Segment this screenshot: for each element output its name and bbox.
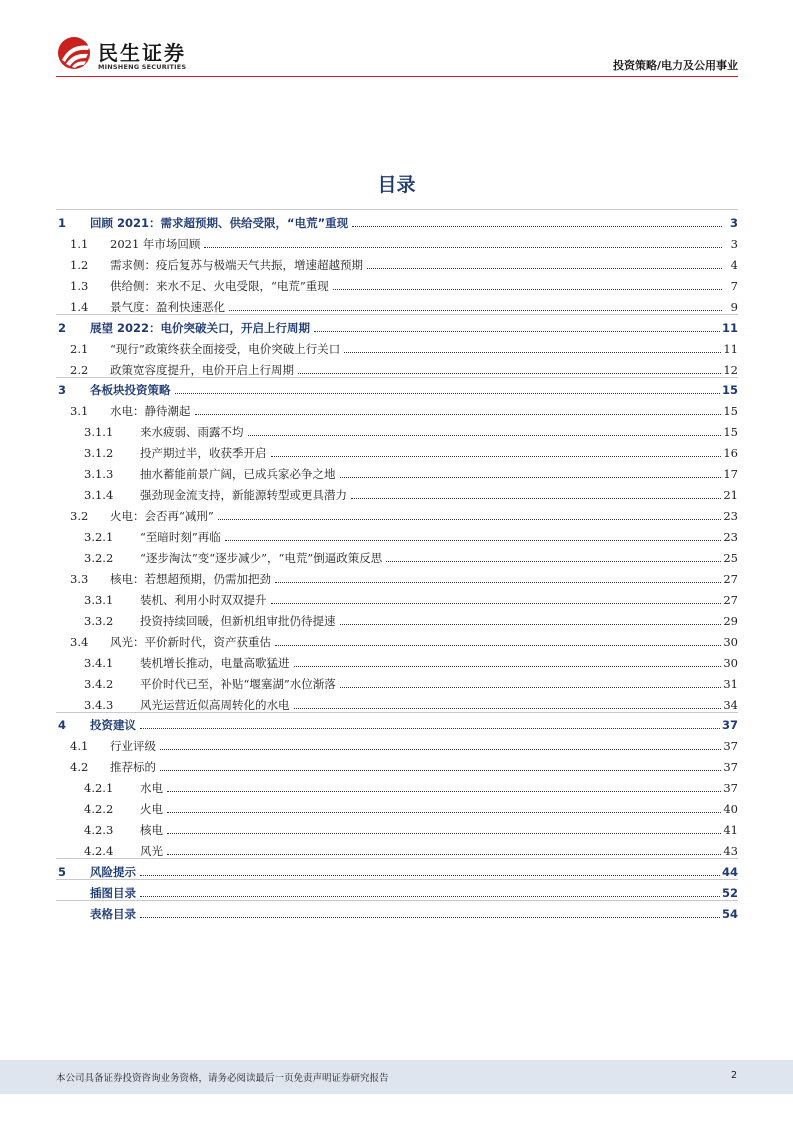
logo-chinese-name: 民生证券 [98, 41, 186, 65]
toc-entry-page[interactable]: 15 [723, 404, 738, 419]
toc-entry-page[interactable]: 27 [723, 571, 738, 586]
toc-entry-page[interactable]: 37 [721, 718, 738, 733]
toc-entry-page[interactable]: 4 [730, 257, 738, 272]
toc-entry-title[interactable]: 政策宽容度提升，电价开启上行周期 [110, 362, 294, 377]
toc-title: 目录 [377, 174, 416, 196]
toc-dot-leader [344, 352, 721, 353]
toc-entry-page[interactable]: 40 [723, 802, 738, 817]
toc-dot-leader [340, 687, 722, 688]
toc-entry-title[interactable]: 来水疲弱、雨露不均 [140, 425, 244, 440]
toc-entry[interactable] [56, 795, 738, 816]
toc-entry-title[interactable]: 需求侧：疫后复苏与极端天气共振，增速超越预期 [110, 257, 363, 272]
toc-dot-leader [140, 917, 720, 918]
toc-entry-number: 2 [58, 320, 67, 335]
toc-entry[interactable] [56, 670, 738, 691]
toc-entry-page[interactable]: 11 [723, 341, 738, 356]
toc-entry[interactable] [56, 418, 738, 439]
toc-entry-number: 1.4 [70, 299, 89, 314]
toc-entry-number: 3.4 [70, 634, 89, 649]
toc-entry-page[interactable]: 41 [723, 823, 738, 838]
toc-dot-leader [340, 624, 722, 625]
toc-entry-page[interactable]: 15 [723, 425, 738, 440]
toc-entry[interactable] [56, 858, 738, 879]
page-header [0, 0, 793, 80]
toc-entry-number: 4.2.4 [84, 844, 114, 859]
toc-entry-page[interactable]: 12 [723, 362, 738, 377]
table-of-contents [56, 209, 738, 921]
toc-entry-title[interactable]: 装机、利用小时双双提升 [140, 592, 267, 607]
toc-dot-leader [195, 414, 722, 415]
toc-entry[interactable] [56, 230, 738, 251]
toc-entry[interactable] [56, 544, 738, 565]
toc-entry-number: 3.4.3 [84, 697, 114, 712]
toc-entry-title[interactable]: 景气度：盈利快速恶化 [110, 299, 225, 314]
toc-entry-title[interactable]: 风险提示 [90, 865, 136, 879]
toc-entry-number: 3.1 [70, 404, 89, 419]
toc-dot-leader [204, 247, 722, 248]
toc-entry-page[interactable]: 25 [723, 550, 738, 565]
toc-entry-title[interactable]: 各板块投资策略 [90, 383, 171, 398]
toc-entry-page[interactable]: 11 [721, 320, 738, 335]
toc-entry-number: 4.2.2 [84, 802, 114, 817]
toc-entry-title[interactable]: “现行”政策终获全面接受，电价突破上行关口 [110, 341, 341, 356]
toc-entry-number: 4 [58, 718, 67, 733]
toc-dot-leader [271, 456, 722, 457]
toc-entry[interactable] [56, 586, 738, 607]
toc-entry[interactable] [56, 502, 738, 523]
toc-entry-title[interactable]: 水电：静待潮起 [110, 404, 191, 419]
toc-entry-page[interactable]: 54 [721, 906, 738, 921]
toc-entry-number: 4.2 [70, 760, 89, 775]
toc-entry[interactable] [56, 356, 738, 377]
toc-entry[interactable] [56, 377, 738, 398]
toc-entry-title[interactable]: 水电 [140, 781, 163, 796]
toc-entry-page[interactable]: 27 [723, 592, 738, 607]
toc-entry-number: 1.1 [70, 236, 89, 251]
toc-dot-leader [248, 435, 722, 436]
toc-entry[interactable] [56, 565, 738, 586]
toc-entry-number: 4.1 [70, 739, 89, 754]
toc-entry-title[interactable]: 推荐标的 [110, 760, 156, 775]
toc-entry[interactable] [56, 293, 738, 314]
toc-entry-number: 4.2.3 [84, 823, 114, 838]
toc-entry-page[interactable]: 23 [723, 509, 738, 524]
toc-dot-leader [352, 226, 722, 227]
toc-entry-page[interactable]: 3 [730, 236, 738, 251]
toc-entry-number: 1.3 [70, 278, 89, 293]
toc-entry-number: 3.2 [70, 509, 89, 524]
toc-dot-leader [225, 540, 722, 541]
header-divider [56, 76, 738, 77]
toc-entry-number: 3.1.1 [84, 425, 114, 440]
toc-entry-number: 1 [58, 215, 67, 230]
toc-entry-number: 2.2 [70, 362, 89, 377]
toc-entry-title[interactable]: 2021 年市场回顾 [110, 236, 201, 251]
toc-entry-title[interactable]: 强劲现金流支持，新能源转型或更具潜力 [140, 488, 347, 503]
toc-entry-number: 3.2.2 [84, 550, 114, 565]
toc-entry-page[interactable]: 37 [723, 760, 738, 775]
toc-entry-number: 1.2 [70, 257, 89, 272]
toc-dot-leader [386, 561, 721, 562]
toc-entry[interactable] [56, 732, 738, 753]
toc-entry-title[interactable]: 回顾 2021：需求超预期、供给受限，“电荒”重现 [90, 215, 349, 230]
toc-entry[interactable] [56, 774, 738, 795]
toc-dot-leader [298, 373, 721, 374]
footer-disclaimer: 本公司具备证券投资咨询业务资格，请务必阅读最后一页免责声明证券研究报告 [56, 1073, 389, 1084]
toc-dot-leader [140, 896, 720, 897]
toc-entry-number: 3.3.2 [84, 613, 114, 628]
toc-entry-title[interactable]: 抽水蓄能前景广阔，已成兵家必争之地 [140, 467, 336, 482]
toc-entry[interactable] [56, 712, 738, 733]
footer-page-number: 2 [730, 1070, 737, 1081]
toc-entry-page[interactable]: 30 [723, 634, 738, 649]
toc-entry-title[interactable]: 核电 [140, 823, 163, 838]
toc-entry-page[interactable]: 29 [723, 613, 738, 628]
toc-entry-title[interactable]: 平价时代已至，补贴“堰塞湖”水位渐落 [140, 676, 336, 691]
toc-entry-number: 3.3 [70, 571, 89, 586]
toc-entry-page[interactable]: 21 [723, 488, 738, 503]
toc-entry-page[interactable]: 7 [730, 278, 738, 293]
toc-dot-leader [340, 477, 722, 478]
toc-entry-title[interactable]: 行业评级 [110, 739, 156, 754]
toc-entry-title[interactable]: 表格目录 [90, 906, 136, 921]
toc-entry[interactable] [56, 335, 738, 356]
toc-entry[interactable] [56, 753, 738, 774]
toc-entry[interactable] [56, 397, 738, 418]
toc-entry-number: 2.1 [70, 341, 89, 356]
toc-entry-page[interactable]: 43 [723, 844, 738, 859]
toc-entry[interactable] [56, 837, 738, 858]
toc-dot-leader [294, 708, 722, 709]
toc-dot-leader [218, 519, 722, 520]
toc-entry-page[interactable]: 37 [723, 739, 738, 754]
toc-entry[interactable] [56, 816, 738, 837]
toc-entry-page[interactable]: 34 [723, 697, 738, 712]
toc-entry-page[interactable]: 52 [721, 885, 738, 900]
company-logo [56, 34, 206, 76]
toc-entry-title[interactable]: 风光：平价新时代，资产获重估 [110, 634, 271, 649]
toc-dot-leader [167, 854, 721, 855]
toc-entry-title[interactable]: “至暗时刻”再临 [140, 530, 221, 544]
toc-dot-leader [160, 770, 721, 771]
toc-entry-page[interactable]: 31 [723, 676, 738, 691]
toc-entry[interactable] [56, 460, 738, 481]
toc-entry-title[interactable]: 投产期过半，收获季开启 [140, 446, 267, 461]
toc-entry[interactable] [56, 439, 738, 460]
report-category: 投资策略/电力及公用事业 [612, 59, 738, 72]
toc-dot-leader [167, 791, 721, 792]
toc-entry-number: 3.2.1 [84, 530, 114, 544]
toc-entry-number: 3.4.2 [84, 676, 114, 691]
toc-entry-page[interactable]: 15 [721, 383, 738, 398]
logo-mark-icon [56, 34, 94, 72]
toc-dot-leader [314, 331, 720, 332]
toc-entry-page[interactable]: 16 [723, 446, 738, 461]
toc-entry-number: 3.1.3 [84, 467, 114, 482]
toc-entry[interactable] [56, 481, 738, 502]
toc-entry-number: 3 [58, 383, 67, 398]
toc-entry-number: 4.2.1 [84, 781, 114, 796]
toc-dot-leader [271, 603, 722, 604]
toc-dot-leader [229, 310, 722, 311]
toc-entry[interactable] [56, 628, 738, 649]
toc-dot-leader [275, 582, 721, 583]
toc-dot-leader [140, 875, 720, 876]
toc-entry[interactable] [56, 649, 738, 670]
toc-entry-title[interactable]: 风光 [140, 844, 163, 859]
toc-entry[interactable] [56, 900, 738, 921]
toc-dot-leader [167, 812, 721, 813]
toc-entry[interactable] [56, 879, 738, 900]
toc-dot-leader [294, 666, 722, 667]
toc-dot-leader [175, 393, 720, 394]
toc-dot-leader [351, 498, 721, 499]
toc-entry[interactable] [56, 607, 738, 628]
toc-entry-page[interactable]: 30 [723, 655, 738, 670]
toc-dot-leader [333, 289, 722, 290]
toc-dot-leader [160, 749, 721, 750]
toc-entry-page[interactable]: 3 [729, 215, 738, 230]
toc-entry-title[interactable]: 火电：会否再“减刑” [110, 509, 214, 524]
toc-entry[interactable] [56, 314, 738, 335]
toc-entry-title[interactable]: 展望 2022：电价突破关口，开启上行周期 [90, 320, 311, 335]
toc-entry-number: 3.1.2 [84, 446, 114, 461]
toc-entry[interactable] [56, 691, 738, 712]
toc-entry-title[interactable]: 供给侧：来水不足、火电受限，“电荒”重现 [110, 278, 329, 293]
toc-entry-page[interactable]: 37 [723, 781, 738, 796]
toc-dot-leader [367, 268, 722, 269]
toc-entry[interactable] [56, 523, 738, 544]
toc-entry[interactable] [56, 209, 738, 230]
toc-entry-title[interactable]: 核电：若想超预期，仍需加把劲 [110, 571, 271, 586]
toc-dot-leader [275, 645, 721, 646]
toc-entry-page[interactable]: 23 [723, 530, 738, 544]
toc-entry-title[interactable]: “逐步淘汰”变“逐步减少”，“电荒”倒逼政策反思 [140, 550, 383, 565]
toc-entry-number: 3.4.1 [84, 655, 114, 670]
toc-dot-leader [140, 728, 720, 729]
toc-entry-title[interactable]: 装机增长推动，电量高歌猛进 [140, 655, 290, 670]
toc-entry-number: 3.3.1 [84, 592, 114, 607]
toc-entry-page[interactable]: 44 [721, 865, 738, 879]
logo-english-name: MINSHENG SECURITIES [98, 63, 187, 71]
toc-entry-title[interactable]: 插图目录 [90, 885, 136, 900]
toc-entry-page[interactable]: 17 [723, 467, 738, 482]
toc-entry[interactable] [56, 251, 738, 272]
toc-entry-title[interactable]: 投资持续回暖，但新机组审批仍待提速 [140, 613, 336, 628]
toc-entry[interactable] [56, 272, 738, 293]
toc-entry-title[interactable]: 投资建议 [90, 718, 136, 733]
toc-entry-page[interactable]: 9 [730, 299, 738, 314]
toc-dot-leader [167, 833, 721, 834]
toc-entry-number: 5 [58, 865, 67, 879]
toc-entry-title[interactable]: 风光运营近似高周转化的水电 [140, 697, 290, 712]
toc-entry-number: 3.1.4 [84, 488, 114, 503]
toc-entry-title[interactable]: 火电 [140, 802, 163, 817]
